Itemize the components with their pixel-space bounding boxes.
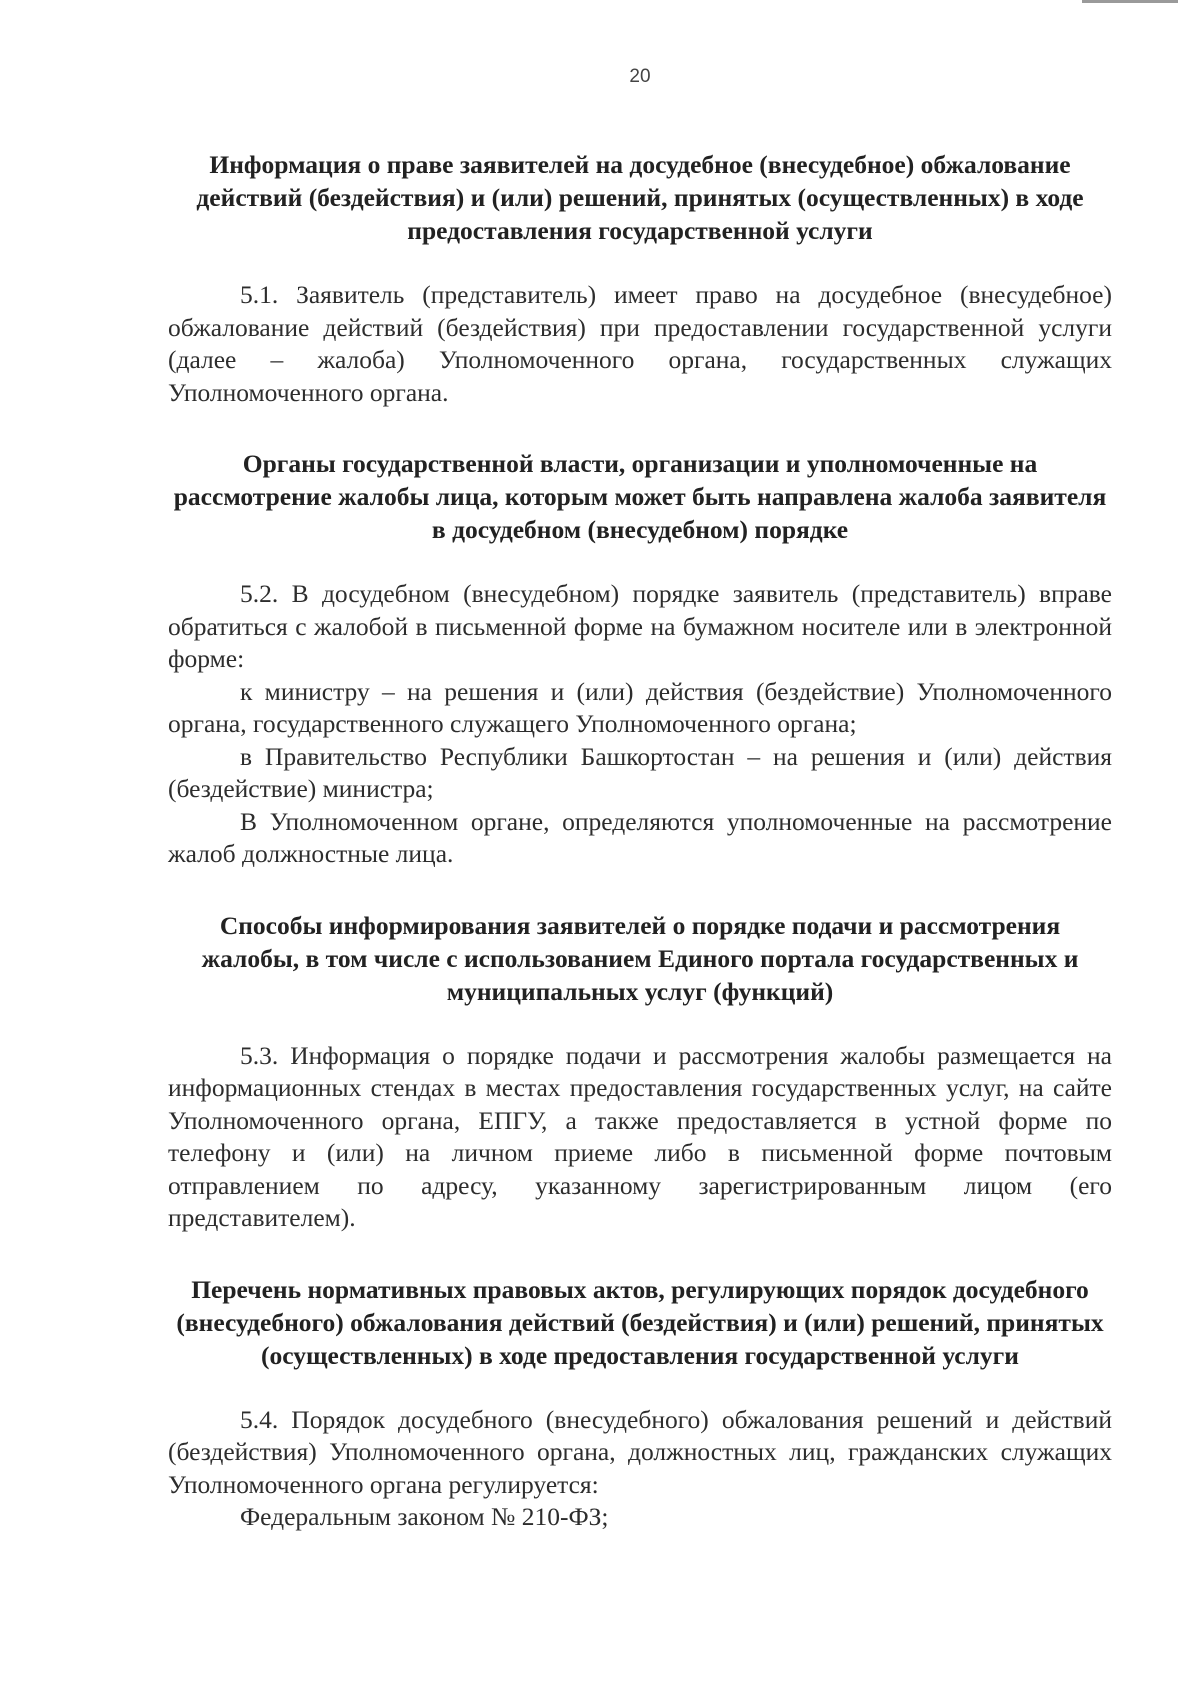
paragraph-5-4: 5.4. Порядок досудебного (внесудебного) обжалования решений и действий (бездействия) Уполномоченного органа, должностных лиц, гражданских служащих Уполномоченного органа регулируется: (168, 1404, 1112, 1499)
paragraph-5-4-law: Федеральным законом № 210-ФЗ; (240, 1502, 609, 1531)
section-heading-informing: Способы информирования заявителей о порядке подачи и рассмотрения жалобы, в том числе с использованием Единого портала государственных и муниципальных услуг (функций) (201, 910, 1079, 1006)
section-heading-rights: Информация о праве заявителей на досудебное (внесудебное) обжалование действий (бездействия) и (или) решений, принятых (осуществленных) в ходе предоставления государственной услуги (196, 150, 1084, 245)
paragraph-5-1: 5.1. Заявитель (представитель) имеет право на досудебное (внесудебное) обжалование действий (бездействия) при предоставлении государственной услуги (далее – жалоба) Уполномоченного органа, государственных служащих Уполномоченного органа. (168, 280, 1112, 407)
scan-edge-mark (1082, 0, 1178, 3)
paragraph-5-3: 5.3. Информация о порядке подачи и рассмотрения жалобы размещается на информационных стендах в местах предоставления государственных услуг, на сайте Уполномоченного органа, ЕПГУ, а также предоставляется в устной форме по телефону и (или) на личном приеме либо в письменной форме почтовым отправлением по адресу, указанному зарегистрированным лицом (его представителем). (168, 1040, 1112, 1232)
section-heading-legal-acts: Перечень нормативных правовых актов, регулирующих порядок досудебного (внесудебного) обжалования действий (бездействия) и (или) решений, принятых (осуществленных) в ходе предоставления государственной услуги (176, 1274, 1104, 1370)
paragraph-5-2-government: в Правительство Республики Башкортостан – на решения и (или) действия (бездействие) министра; (168, 741, 1112, 803)
document-body (168, 148, 1112, 1534)
paragraph-5-2-authorized: В Уполномоченном органе, определяются уполномоченные на рассмотрение жалоб должностные лица. (168, 806, 1112, 868)
page-number: 20 (629, 66, 651, 87)
section-heading-authorities: Органы государственной власти, организации и уполномоченные на рассмотрение жалобы лица, которым может быть направлена жалоба заявителя в досудебном (внесудебном) порядке (173, 449, 1107, 544)
paragraph-5-2: 5.2. В досудебном (внесудебном) порядке заявитель (представитель) вправе обратиться с жалобой в письменной форме на бумажном носителе или в электронной форме: (168, 579, 1112, 673)
paragraph-5-2-minister: к министру – на решения и (или) действия (бездействие) Уполномоченного органа, государственного служащего Уполномоченного органа; (168, 676, 1112, 738)
